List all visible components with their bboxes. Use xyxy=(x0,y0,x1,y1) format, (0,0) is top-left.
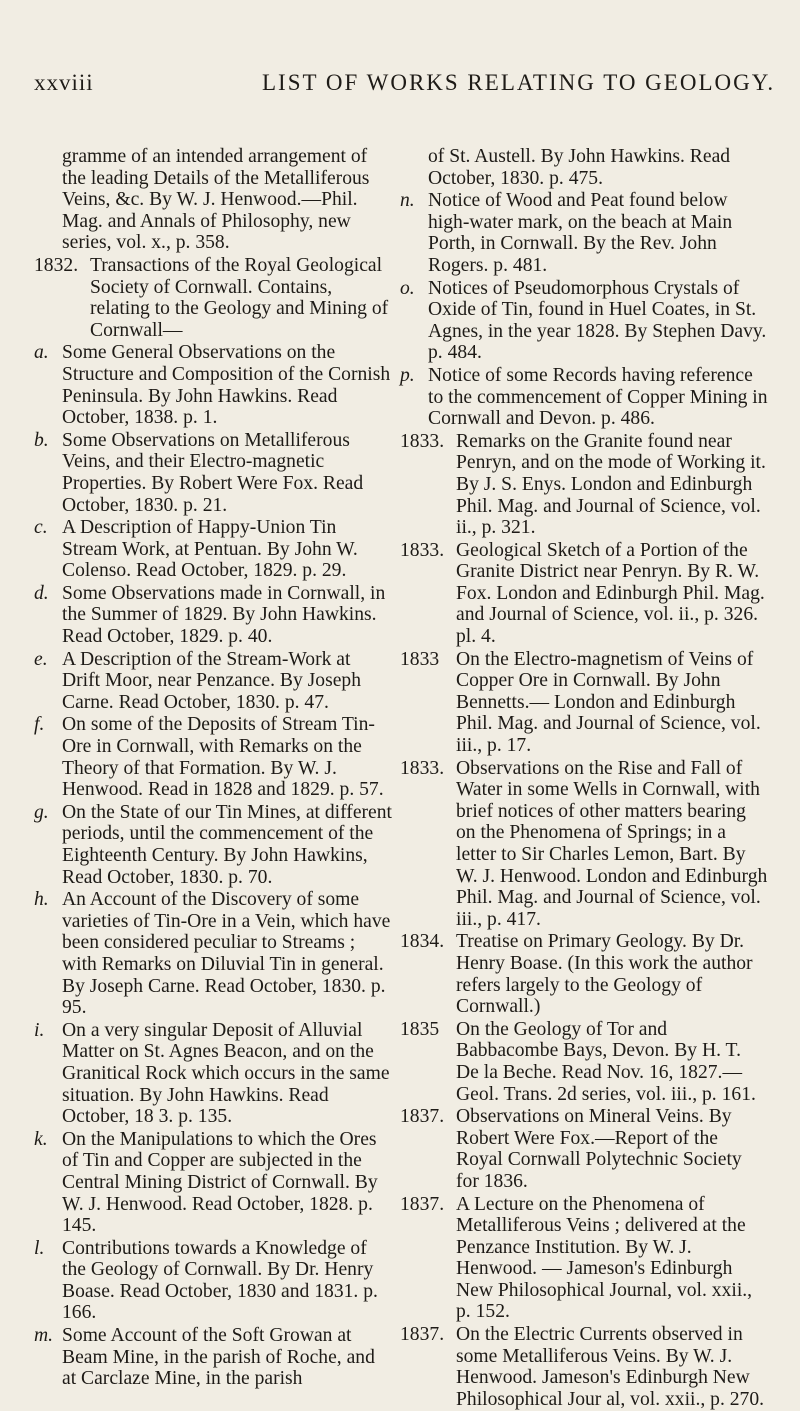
entry-year: 1833. xyxy=(400,430,445,452)
entry-year: 1833. xyxy=(400,757,445,779)
entry-text: Notice of some Records having reference to the commencement of Copper Mining in Cornwall and Devon. p. 486. xyxy=(428,364,768,430)
entry-letter: k. xyxy=(34,1128,48,1150)
entry-text: Contributions towards a Knowledge of the Geology of Cornwall. By Dr. Henry Boase. Read October, 1830 and 1831. p. 166. xyxy=(62,1237,378,1324)
entry-letter: h. xyxy=(34,889,49,911)
left-column xyxy=(34,146,392,1391)
entry-letter: b. xyxy=(34,429,49,451)
entry-year: 1837. xyxy=(400,1193,445,1215)
bibliography-entry xyxy=(34,430,392,516)
entry-text: Notices of Pseudomorphous Crystals of Oxide of Tin, found in Huel Coates, in St. Agnes, in the year 1828. By Stephen Davy. p. 484. xyxy=(428,277,767,364)
entry-text: An Account of the Discovery of some varieties of Tin-Ore in a Vein, which have been considered peculiar to Streams ; with Remarks on Diluvial Tin in general. By Joseph Carne. Read October, 1830. p. 95. xyxy=(62,889,391,1019)
entry-text: On the Manipulations to which the Ores of Tin and Copper are subjected in the Central Mining District of Cornwall. By W. J. Henwood. Read October, 1828. p. 145. xyxy=(62,1128,378,1237)
bibliography-entry xyxy=(34,1129,392,1237)
entry-text: Some Account of the Soft Growan at Beam Mine, in the parish of Roche, and at Carclaze Mine, in the parish xyxy=(62,1325,375,1390)
right-column xyxy=(400,146,768,1411)
bibliography-entry xyxy=(34,889,392,1019)
entry-letter: d. xyxy=(34,582,49,604)
bibliography-entry xyxy=(400,758,768,931)
entry-text: On the Electric Currents observed in some Metalliferous Veins. By W. J. Henwood. Jameson's Edinburgh New Philosophical Jour al, vol. xxii., p. 270. xyxy=(456,1324,765,1410)
bibliography-entry xyxy=(34,1020,392,1128)
entry-letter: l. xyxy=(34,1237,45,1259)
entry-text: of St. Austell. By John Hawkins. Read October, 1830. p. 475. xyxy=(428,146,731,189)
entry-text: Remarks on the Granite found near Penryn, and on the mode of Working it. By J. S. Enys. London and Edinburgh Phil. Mag. and Journal of Science, vol. ii., p. 321. xyxy=(456,430,766,539)
bibliography-entry xyxy=(34,146,392,254)
entry-year: 1832. xyxy=(34,254,79,276)
bibliography-entry xyxy=(34,714,392,800)
entry-letter: m. xyxy=(34,1325,54,1347)
entry-letter: o. xyxy=(400,277,415,299)
bibliography-entry xyxy=(400,431,768,539)
entry-letter: g. xyxy=(34,801,49,823)
bibliography-entry xyxy=(400,1019,768,1105)
bibliography-entry xyxy=(34,517,392,582)
entry-text: Some General Observations on the Structure and Composition of the Cornish Peninsula. By John Hawkins. Read October, 1838. p. 1. xyxy=(62,342,391,429)
entry-text: Geological Sketch of a Portion of the Granite District near Penryn. By R. W. Fox. London and Edinburgh Phil. Mag. and Journal of Science, vol. ii., p. 326. pl. 4. xyxy=(456,539,765,648)
page-header xyxy=(0,70,800,106)
entry-text: Notice of Wood and Peat found below high-water mark, on the beach at Main Porth, in Cornwall. By the Rev. John Rogers. p. 481. xyxy=(428,190,733,276)
entry-letter: i. xyxy=(34,1019,45,1041)
entry-year: 1835 xyxy=(400,1018,440,1040)
entry-letter: n. xyxy=(400,190,415,212)
entry-text: On some of the Deposits of Stream Tin-Ore in Cornwall, with Remarks on the Theory of that Formation. By W. J. Henwood. Read in 1828 and 1829. p. 57. xyxy=(62,714,384,801)
entry-text: On a very singular Deposit of Alluvial Matter on St. Agnes Beacon, and on the Granitical Rock which occurs in the same situation. By John Hawkins. Read October, 18 3. p. 135. xyxy=(62,1019,390,1128)
bibliography-entry xyxy=(34,342,392,428)
entry-text: A Description of Happy-Union Tin Stream Work, at Pentuan. By John W. Colenso. Read October, 1829. p. 29. xyxy=(62,517,358,582)
bibliography-entry xyxy=(400,1194,768,1324)
entry-year: 1834. xyxy=(400,931,445,953)
bibliography-entry xyxy=(400,1106,768,1192)
bibliography-entry xyxy=(400,931,768,1017)
entry-text: On the State of our Tin Mines, at different periods, until the commencement of the Eighteenth Century. By John Hawkins, Read October, 1830. p. 70. xyxy=(62,801,392,888)
bibliography-entry xyxy=(400,146,768,189)
entry-text: On the Geology of Tor and Babbacombe Bays, Devon. By H. T. De la Beche. Read Nov. 16, 1827.— Geol. Trans. 2d series, vol. iii., p. 161. xyxy=(456,1018,756,1105)
entry-letter: c. xyxy=(34,517,48,539)
bibliography-entry xyxy=(400,1324,768,1410)
page-number: xxviii xyxy=(34,70,94,95)
running-title: LIST OF WORKS RELATING TO GEOLOGY. xyxy=(262,70,776,95)
entry-text: Observations on Mineral Veins. By Robert Were Fox.—Report of the Royal Cornwall Polytechnic Society for 1836. xyxy=(456,1106,742,1192)
entry-letter: e. xyxy=(34,648,48,670)
bibliography-entry xyxy=(400,540,768,648)
bibliography-entry xyxy=(34,583,392,648)
bibliography-entry xyxy=(400,278,768,364)
entry-text: Some Observations made in Cornwall, in the Summer of 1829. By John Hawkins. Read October, 1829. p. 40. xyxy=(62,582,386,648)
entry-year: 1833 xyxy=(400,648,440,670)
bibliography-entry xyxy=(34,1238,392,1324)
bibliography-entry xyxy=(400,190,768,276)
bibliography-entry xyxy=(400,649,768,757)
entry-letter: f. xyxy=(34,714,45,736)
entry-text: Treatise on Primary Geology. By Dr. Henry Boase. (In this work the author refers largely to the Geology of Cornwall.) xyxy=(456,931,753,1018)
entry-year: 1833. xyxy=(400,539,445,561)
entry-text: On the Electro-magnetism of Veins of Copper Ore in Cornwall. By John Bennetts.— London and Edinburgh Phil. Mag. and Journal of Science, vol. iii., p. 17. xyxy=(456,648,761,757)
bibliography-entry xyxy=(34,255,392,341)
entry-text: gramme of an intended arrangement of the leading Details of the Metalliferous Veins, &c. By W. J. Henwood.—Phil. Mag. and Annals of Philosophy, new series, vol. x., p. 358. xyxy=(62,146,370,254)
entry-text: Observations on the Rise and Fall of Water in some Wells in Cornwall, with brief notices of other matters bearing on the Phenomena of Springs; in a letter to Sir Charles Lemon, Bart. By W. J. Henwood. London and Edinburgh Phil. Mag. and Journal of Science, vol. iii., p. 417. xyxy=(456,757,768,930)
entry-letter: a. xyxy=(34,342,49,364)
entry-year: 1837. xyxy=(400,1324,445,1346)
bibliography-entry xyxy=(34,1325,392,1390)
entry-text: Transactions of the Royal Geological Society of Cornwall. Contains, relating to the Geology and Mining of Cornwall— xyxy=(90,254,389,341)
entry-year: 1837. xyxy=(400,1106,445,1128)
bibliography-entry xyxy=(34,649,392,714)
entry-text: Some Observations on Metalliferous Veins, and their Electro-magnetic Properties. By Robert Were Fox. Read October, 1830. p. 21. xyxy=(62,429,364,516)
bibliography-entry xyxy=(34,802,392,888)
entry-text: A Description of the Stream-Work at Drift Moor, near Penzance. By Joseph Carne. Read October, 1830. p. 47. xyxy=(62,648,362,713)
entry-letter: p. xyxy=(400,364,415,386)
bibliography-entry xyxy=(400,365,768,430)
entry-text: A Lecture on the Phenomena of Metalliferous Veins ; delivered at the Penzance Institution. By W. J. Henwood. — Jameson's Edinburgh New Philosophical Journal, vol. xxii., p. 152. xyxy=(456,1193,753,1323)
